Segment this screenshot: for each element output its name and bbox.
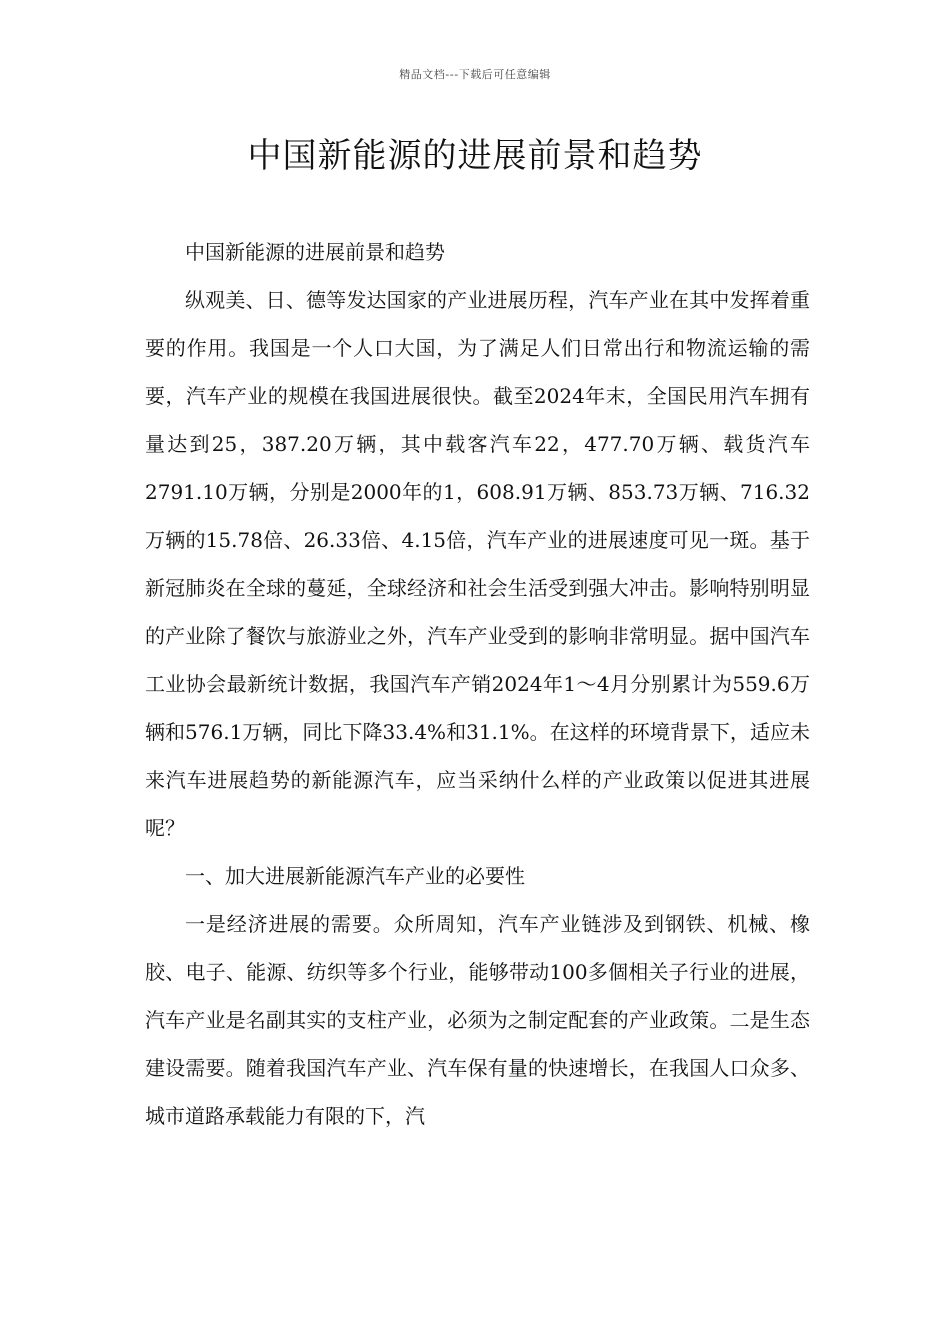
document-body	[145, 228, 810, 1140]
paragraph-necessity: 一是经济进展的需要。众所周知，汽车产业链涉及到钢铁、机械、橡胶、电子、能源、纺织等多个行业，能够带动100多個相关子行业的进展，汽车产业是名副其实的支柱产业，必须为之制定配套的产业政策。二是生态建设需要。随着我国汽车产业、汽车保有量的快速增长，在我国人口众多、城市道路承载能力有限的下，汽	[145, 912, 810, 1128]
paragraph-intro: 纵观美、日、德等发达国家的产业进展历程，汽车产业在其中发挥着重要的作用。我国是一个人口大国，为了满足人们日常出行和物流运输的需要，汽车产业的规模在我国进展很快。截至2024年末，全国民用汽车拥有量达到25，387.20万辆，其中载客汽车22，477.70万辆、载货汽车2791.10万辆，分别是2000年的1，608.91万辆、853.73万辆、716.32万辆的15.78倍、26.33倍、4.15倍，汽车产业的进展速度可见一斑。基于新冠肺炎在全球的蔓延，全球经济和社会生活受到强大冲击。影响特别明显的产业除了餐饮与旅游业之外，汽车产业受到的影响非常明显。据中国汽车工业协会最新统计数据，我国汽车产销2024年1～4月分别累计为559.6万辆和576.1万辆，同比下降33.4%和31.1%。在这样的环境背景下，适应未来汽车进展趋势的新能源汽车，应当采纳什么样的产业政策以促进其进展呢？	[145, 288, 810, 840]
document-title: 中国新能源的进展前景和趋势	[247, 136, 703, 176]
header-note: 精品文档---下载后可任意编辑	[399, 68, 551, 81]
paragraph-subtitle: 中国新能源的进展前景和趋势	[185, 240, 445, 264]
section-heading: 一、加大进展新能源汽车产业的必要性	[185, 864, 525, 888]
